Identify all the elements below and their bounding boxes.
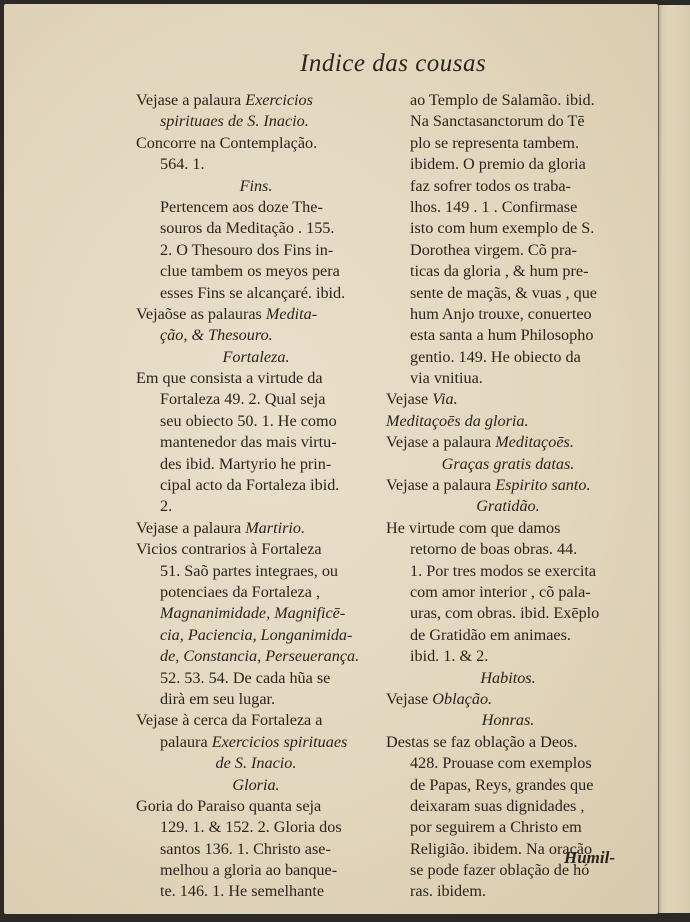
index-continuation-line xyxy=(136,283,376,304)
index-heading xyxy=(136,753,376,774)
index-continuation-line xyxy=(136,389,376,410)
text: Vejase a palaura xyxy=(136,91,246,109)
text: 564. 1. xyxy=(160,155,205,174)
index-continuation-line xyxy=(136,432,376,453)
index-continuation-line xyxy=(386,90,630,111)
text: deixaram suas dignidades , xyxy=(410,796,585,815)
next-page-edge xyxy=(658,5,690,913)
italic-text: Honras. xyxy=(481,711,535,730)
italic-text: Habitos. xyxy=(480,668,536,687)
italic-text: Meditaçoēs da gloria. xyxy=(386,411,529,430)
index-continuation-line xyxy=(386,197,630,218)
text: Vejase a palaura xyxy=(386,476,496,495)
index-continuation-line xyxy=(136,603,376,624)
text: se pode fazer oblação de hó xyxy=(410,861,590,880)
index-continuation-line xyxy=(386,154,630,175)
index-continuation-line xyxy=(386,347,630,368)
text: des ibid. Martyrio he prin- xyxy=(160,454,332,473)
index-entry-line xyxy=(386,411,630,432)
italic-text: Exercicios xyxy=(245,91,313,109)
text: Vejase a palaura xyxy=(136,518,246,537)
text: via vnitiua. xyxy=(410,369,483,388)
index-entry-line xyxy=(136,710,376,731)
index-heading xyxy=(136,347,376,368)
text: Em que consista a virtude da xyxy=(136,369,323,388)
index-continuation-line xyxy=(136,454,376,475)
index-entry-line xyxy=(386,689,630,710)
text: ao Templo de Salamão. ibid. xyxy=(410,91,595,109)
index-entry-line xyxy=(136,304,376,325)
index-continuation-line xyxy=(136,325,376,346)
index-continuation-line xyxy=(136,689,376,710)
text: 129. 1. & 152. 2. Gloria dos xyxy=(160,818,342,837)
text: palaura xyxy=(160,732,212,751)
index-continuation-line xyxy=(386,133,630,154)
text: ibidem. O premio da gloria xyxy=(410,155,586,174)
text: Dorothea virgem. Cõ pra- xyxy=(410,240,577,259)
text: gentio. 149. He obiecto da xyxy=(410,347,581,366)
index-heading xyxy=(136,775,376,796)
index-entry-line xyxy=(386,518,630,539)
text: uras, com obras. ibid. Exēplo xyxy=(410,604,600,623)
italic-text: Fortaleza. xyxy=(222,347,290,366)
italic-text: Graças gratis datas. xyxy=(441,454,575,473)
index-continuation-line xyxy=(136,561,376,582)
text: clue tambem os meyos pera xyxy=(160,262,340,281)
index-continuation-line xyxy=(136,261,376,282)
text: souros da Meditação . 155. xyxy=(160,219,335,238)
text: Vejase xyxy=(386,689,433,708)
italic-text: Martirio. xyxy=(245,518,306,537)
right-column xyxy=(386,90,630,903)
text: Vicios contrarios à Fortaleza xyxy=(136,540,322,559)
index-continuation-line xyxy=(136,646,376,667)
text: 428. Prouase com exemplos xyxy=(410,754,592,773)
text: isto com hum exemplo de S. xyxy=(410,219,595,238)
text: dirà em seu lugar. xyxy=(160,689,276,708)
text: Vejase xyxy=(386,390,433,409)
text: cipal acto da Fortaleza ibid. xyxy=(160,476,340,495)
text: sente de maçãs, & vuas , que xyxy=(410,283,597,302)
index-entry-line xyxy=(136,90,376,111)
text: melhou a gloria ao banque- xyxy=(160,861,338,880)
italic-text: Espirito santo. xyxy=(495,476,591,495)
italic-text: Oblação. xyxy=(432,689,493,708)
index-heading xyxy=(136,176,376,197)
index-continuation-line xyxy=(386,218,630,239)
text: potenciaes da Fortaleza , xyxy=(160,582,321,601)
index-continuation-line xyxy=(386,261,630,282)
text: ibid. 1. & 2. xyxy=(410,647,489,666)
text: Pertencem aos doze The- xyxy=(160,197,323,216)
index-entry-line xyxy=(386,732,630,753)
text: 51. Saõ partes integraes, ou xyxy=(160,561,339,580)
italic-text: de, Constancia, Perseuerança. xyxy=(160,647,360,666)
index-heading xyxy=(386,454,630,475)
catchword: Humil- xyxy=(564,848,616,867)
index-continuation-line xyxy=(386,646,630,667)
index-continuation-line xyxy=(386,325,630,346)
index-entry-line xyxy=(136,518,376,539)
text: ticas da gloria , & hum pre- xyxy=(410,262,589,281)
index-continuation-line xyxy=(386,283,630,304)
text: He virtude com que damos xyxy=(386,518,561,537)
text: mantenedor das mais virtu- xyxy=(160,433,337,452)
index-continuation-line xyxy=(136,411,376,432)
italic-text: Medita- xyxy=(265,304,318,323)
italic-text: Gloria. xyxy=(232,775,280,794)
index-entry-line xyxy=(386,432,630,453)
index-continuation-line xyxy=(386,603,630,624)
index-continuation-line xyxy=(386,881,630,902)
index-continuation-line xyxy=(386,817,630,838)
text: esses Fins se alcançaré. ibid. xyxy=(160,283,346,302)
index-continuation-line xyxy=(136,817,376,838)
italic-text: spirituaes de S. Inacio. xyxy=(160,112,309,131)
text: Goria do Paraiso quanta seja xyxy=(136,796,322,815)
text: te. 146. 1. He semelhante xyxy=(160,882,325,901)
italic-text: Gratidão. xyxy=(476,497,540,516)
index-entry-line xyxy=(136,133,376,154)
italic-text: cia, Paciencia, Longanimida- xyxy=(160,625,353,644)
index-continuation-line xyxy=(386,775,630,796)
text: Vejaõse as palauras xyxy=(136,304,266,323)
text: Concorre na Contemplação. xyxy=(136,133,318,152)
text: Na Sanctasanctorum do Tē xyxy=(410,112,585,131)
book-page xyxy=(4,4,658,914)
text: 1. Por tres modos se exercita xyxy=(410,561,597,580)
index-continuation-line xyxy=(136,881,376,902)
text: santos 136. 1. Christo ase- xyxy=(160,839,331,858)
index-continuation-line xyxy=(136,839,376,860)
text: lhos. 149 . 1 . Confirmase xyxy=(410,197,578,216)
italic-text: de S. Inacio. xyxy=(215,754,297,773)
text: faz sofrer todos os traba- xyxy=(410,176,571,195)
index-entry-line xyxy=(136,368,376,389)
index-continuation-line xyxy=(136,240,376,261)
text: esta santa a hum Philosopho xyxy=(410,326,594,345)
index-entry-line xyxy=(136,539,376,560)
index-continuation-line xyxy=(136,625,376,646)
index-continuation-line xyxy=(386,539,630,560)
text: Vejase à cerca da Fortaleza a xyxy=(136,711,323,730)
text: hum Anjo trouxe, conuerteo xyxy=(410,304,592,323)
left-column xyxy=(136,90,376,903)
index-continuation-line xyxy=(136,197,376,218)
text: 2. xyxy=(160,497,173,516)
text: de Papas, Reys, grandes que xyxy=(410,775,594,794)
text: ras. ibidem. xyxy=(410,882,486,901)
index-continuation-line xyxy=(136,860,376,881)
italic-text: Meditaçoēs. xyxy=(495,433,574,452)
index-entry-line xyxy=(136,796,376,817)
index-continuation-line xyxy=(386,368,630,389)
italic-text: Exercicios spirituaes xyxy=(211,732,348,751)
text: Vejase a palaura xyxy=(386,433,496,452)
index-continuation-line xyxy=(136,475,376,496)
text: Destas se faz oblação a Deos. xyxy=(386,732,578,751)
index-heading xyxy=(386,668,630,689)
index-continuation-line xyxy=(386,561,630,582)
text: seu obiecto 50. 1. He como xyxy=(160,411,337,430)
index-continuation-line xyxy=(386,796,630,817)
running-title: Indice das cousas xyxy=(300,50,487,77)
index-continuation-line xyxy=(386,625,630,646)
index-continuation-line xyxy=(136,582,376,603)
text: de Gratidão em animaes. xyxy=(410,625,571,644)
text: com amor interior , cõ pala- xyxy=(410,582,591,601)
index-entry-line xyxy=(386,475,630,496)
index-continuation-line xyxy=(136,154,376,175)
text: por seguirem a Christo em xyxy=(410,818,582,837)
index-heading xyxy=(386,496,630,517)
index-continuation-line xyxy=(136,218,376,239)
index-continuation-line xyxy=(386,240,630,261)
text: retorno de boas obras. 44. xyxy=(410,540,578,559)
italic-text: Magnanimidade, Magnificē- xyxy=(160,604,346,623)
index-entry-line xyxy=(386,389,630,410)
text: plo se representa tambem. xyxy=(410,133,580,152)
text: Religião. ibidem. Na oração xyxy=(410,839,593,858)
italic-text: Via. xyxy=(432,390,458,409)
text: 2. O Thesouro dos Fins in- xyxy=(160,240,334,259)
index-continuation-line xyxy=(386,176,630,197)
index-continuation-line xyxy=(386,304,630,325)
italic-text: Fins. xyxy=(239,176,273,195)
index-continuation-line xyxy=(136,732,376,753)
index-continuation-line xyxy=(136,668,376,689)
text: 52. 53. 54. De cada hũa se xyxy=(160,668,331,687)
index-continuation-line xyxy=(386,753,630,774)
index-continuation-line xyxy=(386,111,630,132)
index-continuation-line xyxy=(386,582,630,603)
italic-text: ção, & Thesouro. xyxy=(160,326,273,345)
index-continuation-line xyxy=(136,111,376,132)
index-continuation-line xyxy=(136,496,376,517)
text: Fortaleza 49. 2. Qual seja xyxy=(160,390,326,409)
index-heading xyxy=(386,710,630,731)
